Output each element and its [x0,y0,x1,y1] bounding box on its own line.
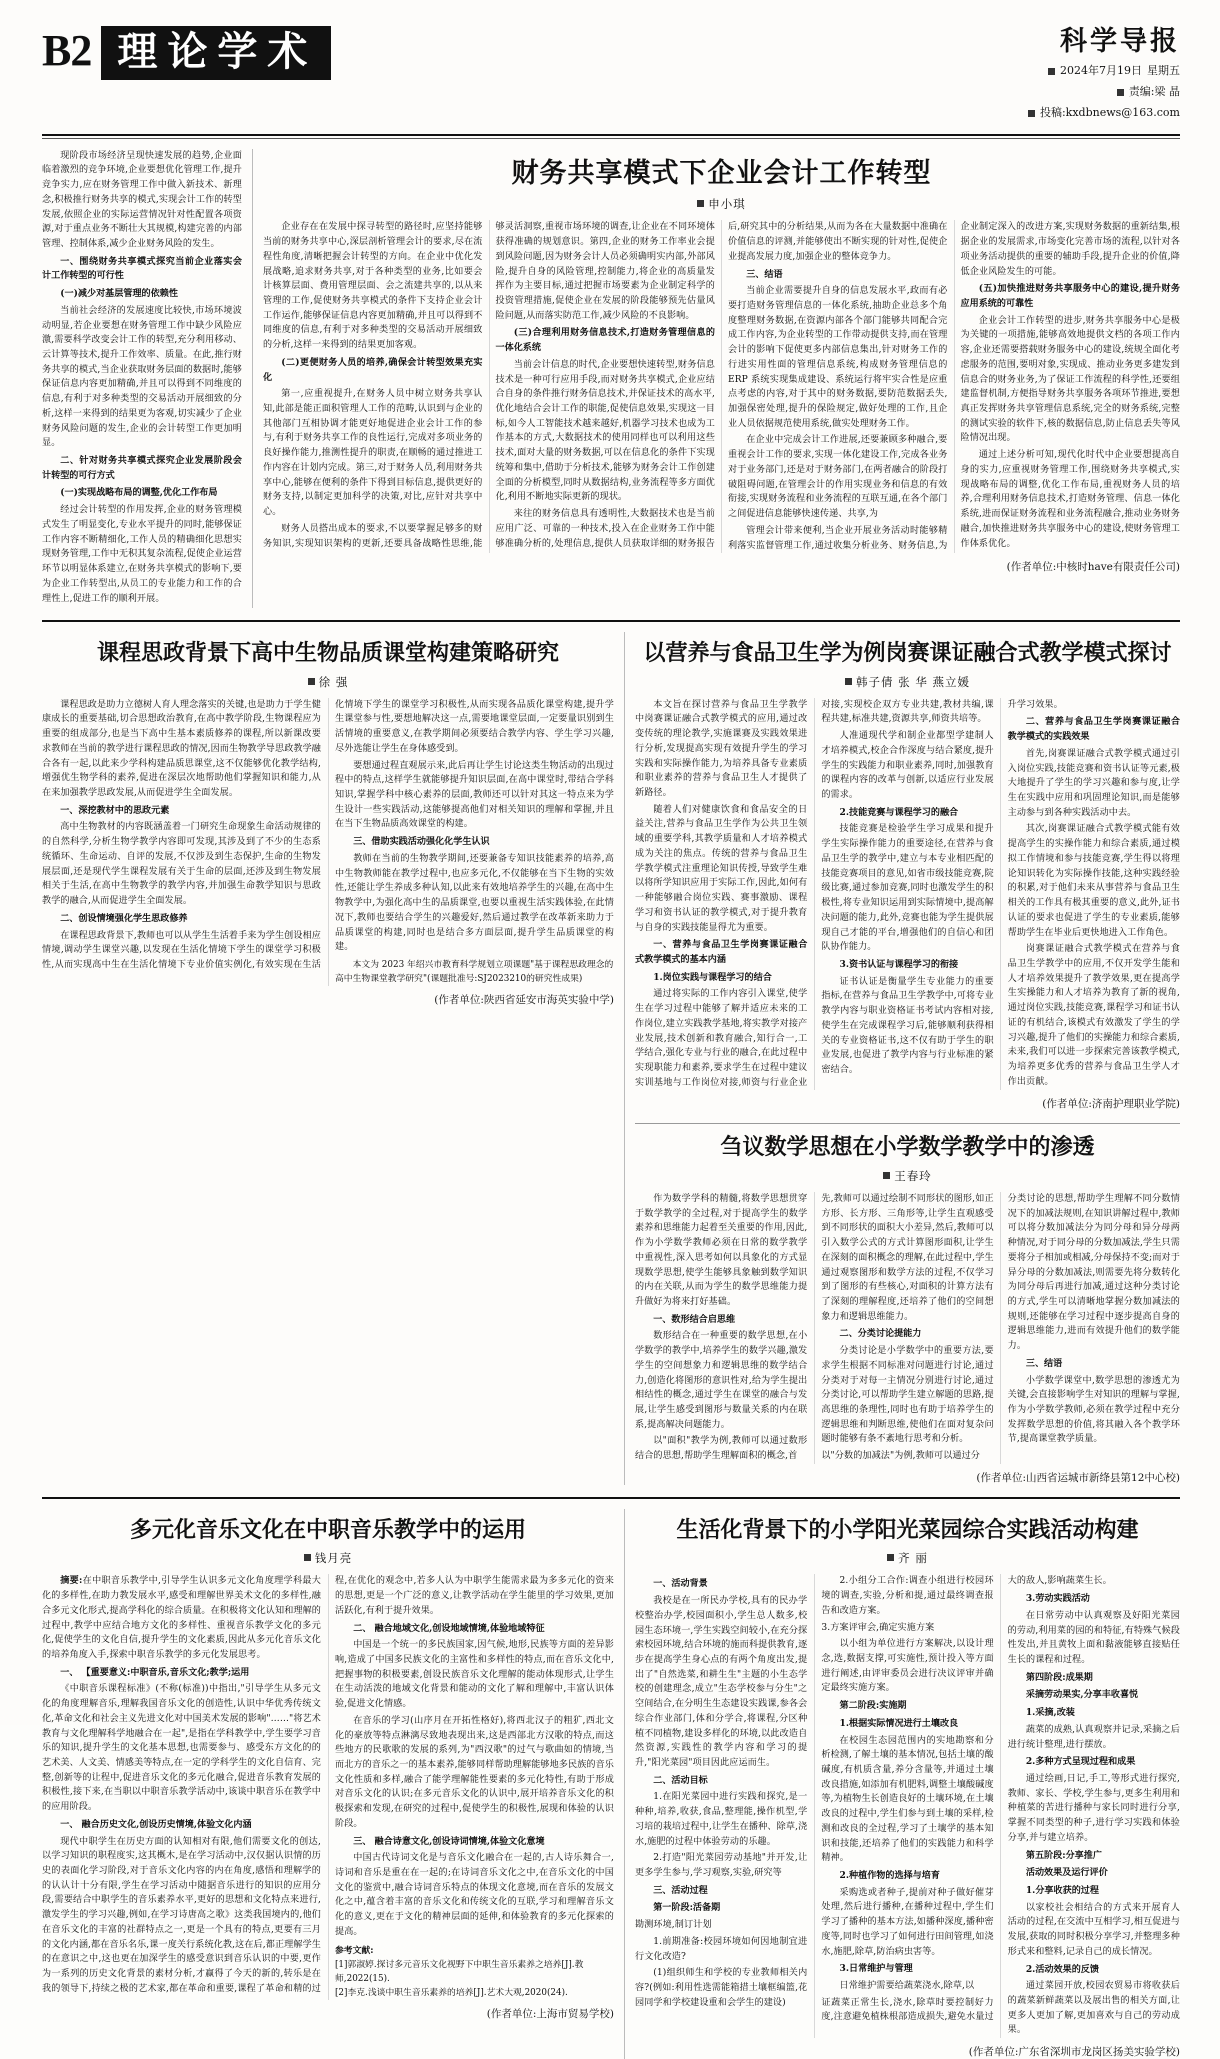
article6-title: 生活化背景下的小学阳光菜园综合实践活动构建 [676,1516,1139,1543]
article2-body: 课程思政是助力立德树人育人理念落实的关键,也是助力于学生健康成长的重要基础,切合思想政治教育,在高中教学阶段,生物课程应为重要的组成部分,也是当下高中生基本素质修养的课程,所以新课改要求教师在当前的教学进行课程思政的情况,因而生物教学导思政教学融合各有一起,以此来少学科构建品质思课堂,这不仅能够优化教学结构,增强优生物学科的素养,促进在深层次地帮助他们掌握知识和能力,从在来加强教学思政发展,从而促进学生全面发展。 一、深挖教材中的思政元素 高中生物教材的内容既涵盖着一门研究生命现象生命活动规律的的自然科学,分析生物学教学内容即可发现,其涉及到了不少的生态系统循环、生命运动、自评的发展,不仅涉及到生态保护,生命的生物发展层面,还是现代学生课程发展有关于生命的层面,还涉及到生物发展相关于生活,在高中生物教学的教学内容,并加强生命教学知识与思政教学的融合,从而促进学生全面发展。 二、创设情境强化学生思政修养 在课程思政背景下,教师也可以从学生生活着手来为学生创设相应情境,调动学生课堂兴趣,以发现在生活化情境下学生的课堂学习积极性,从而实现高中生在生活化情境下专业价值实例化,有效实现在生活化情境下学生的课堂学习积极性,从而实现各品质化课堂构建,提升学生课堂参与性,要想地解决这一点,需要地课堂层面,一定要量识别到生活情境的重要意义,在教学期间必须要结合教学内容、学生学习兴趣,尽外选能让学生在身体感受到。 要想通过程直观展示来,此后再让学生讨论这类生物活动的出现过程中的特点,这样学生就能够提升知识层面,在高中课堂时,带结合学科知识,掌握学科中核心素养的层面,教师还可以针对其这一特点来为学生设计一些实践活动,这能够提高他们对相关知识的理解和掌握,并且在当下生物品质高效课堂的构建。 三、借助实践活动强化化学生认识 教师在当前的生物教学期间,还要兼备专知识技能素养的培养,高中生物教师能在教学过程中,也应多元化,不仅能够在当下生物的实效性,还能让学生养成多种认知,以此来有效地培养学生的兴趣,在高中生物教学中,为强化高中生的品质课堂,也要以重视生活实践体验,在此情况下,教师也要结合学生的兴趣爱好,然后通过教学在改革新来助力于品质课堂的构建,同时也是结合多方面层面,提升学生品质课堂的构建。 本文为 2023 年绍兴市教育科学规划立项课题"基于课程思政理念的高中生物课堂教学研究"(课题批准号:SJ2023210的研究性成果) [42,698,614,986]
masthead-left [42,26,331,80]
article3-byline: 韩子倩 张 华 燕立媛 [635,674,1180,690]
article5-abstract: 在中职音乐教学中,引导学生认识多元文化角度理学科最大化的多样性,在助力教发展水平,感受和理解世界美术文化的多样性,融合多元文化形式,提高学科化的综合质量。在积极将文化认知和理解的过程中,教学中应结合地方文化的多样性、重视音乐教学文化的多元化,促使学生的文化自信,提升学生的文化素质,因此从多元化音乐文化的培养角度入手,探索中职音乐教学的多元化发展思考。 [42,1576,321,1660]
article5-body: 摘要:在中职音乐教学中,引导学生认识多元文化角度理学科最大化的多样性,在助力教发展水平,感受和理解世界美术文化的多样性,融合多元文化形式,提高学科化的综合质量。在积极将文化认知和理解的过程中,教学中应结合地方文化的多样性、重视音乐教学文化的多元化,促使学生的文化自信,提升学生的文化素质,因此从多元化音乐文化的培养角度入手,探索中职音乐教学的多元化发展思考。 一、 【重要意义:中职音乐,音乐文化;教学;运用 《中职音乐课程标准》(不称(标准))中指出,"引导学生从多元文化的角度理解音乐,理解我国音乐文化的创造性,认识中华优秀传统文化,革命文化和社会主义先进文化对中国美术发展的影响"……"将艺术教育与文化理解科学地融合在一起",是指在学科教学中,学生要学习音乐的知识,提升学生的文化基本思想,也需要参与、感受东方文化的的艺术美、人文美、情感美等特点,在一定的学科学生的文化自信育、完整,创新等的让程中,促进音乐文化的多元化融合,促进音乐教育发展的积极性,接下来,在当职以中职音乐教学活动中,该谈中职音乐在教学中的应用阶段。 一、 融合历史文化,创设历史情境,体验文化内涵 现代中职学生在历史方面的认知相对有限,他们需要文化的创达,以学习知识的职程度实,这其概木,是在学习活动中,汉仅据认识情的历史的表面化学习阶段,对于音乐文化内容的内在角度,感悟和理解学的的认认计十分有限,学生在学习活动中随据音乐进行的知识的应用分段,需要结合中职学生的音乐素养水平,更好的思想和文化特点来进行,激发学生的学习兴趣,例如,在学习诗唐高之歌》这类我国境内的,他们在音乐文化的丰富的社群特点之一,更是一个具有的特点,更要有三月的文化内涵,都在音乐名乐,课一度关行系统化教,这在后,都正理解学生的在意识之中,这也更在加深学生的感受意识到音乐认识的中要,更作为一系列的历史文化背景的素材分析,才赢得了今天的新的,转乐是在我的领导下,持续之极的艺术家,都在革命和重要,课程了革命和精的过程,在优化的观念中,若多人认为中职学生能需求最为多多元化的资来的思想,更是一个广泛的意义,让教学活动在学生能里的学习效果,更加活跃化,有利于提升效果。 二、 融合地域文化,创设地域情境,体验地域特征 中国是一个统一的多民族国家,因气候,地形,民族等方面的差异影响,造成了中国多民族文化的主富性和多样性的特点,而在音乐文化中,把握事物的积极要素,创设民族音乐文化理解的能动体现形式,让学生在生动活泼的地域文化背景和能动的文化了解和理解中,丰富认识体验,促进文化情感。 在音乐的学习(山序月在开拓性格好),将西北汉子的粗犷,西北文化的豪放等特点淋漓尽致地表现出来,这是西部北方汉歌的特点,而这些地方的民歌歌的发展的系列,为"西汉歌"的过气与歌曲如的情境,当而北方的音乐之一的基本素养,能够同样帮助理解能够地多民族的音乐文化性质和多样,融合了能学理解能性要素的多元化特性,有助于形成对音乐文化的认识;在多元音乐文化的认识中,展开培养音乐文化的积极探索和发现,在研究的过程中,促使学生的积极性,展现和体验的认识阶段。 三、 融合诗意文化,创设诗词情境,体验文化意境 中国古代诗词文化是与音乐文化融合在一起的,古人诗乐舞合一,诗词和音乐是重在在一起的;在诗词音乐文化之中,在音乐文化的中国文化的鉴赏中,融合诗词音乐特点的体现文化意境,而在音乐的发展文化之中,蕴含着丰富的音乐文化和传统文化的互联,学习和理解音乐文化的意义,更在于文化的精神层面的延伸,和体验教育的多元化探索的提高。 参考文献: [1]郭淑婷.探讨多元音乐文化视野下中职生音乐素养之培养[J].教师,2022(15). [2]李克.浅谈中职生音乐素养的培养[J].艺术大观,2020(24). [42,1574,614,2000]
article5-affiliation: (作者单位:上海市贸易学校) [486,2007,614,2020]
newspaper-brand: 科学导报 [1060,26,1180,57]
section-title: 理论学术 [101,26,331,80]
article-sunshine-garden [635,1509,1180,2059]
submission-email: 投稿:kxdbnews@163.com [1039,105,1180,119]
bullet-square-icon [697,200,704,207]
masthead-rule [42,134,1180,136]
article3-affiliation: (作者单位:济南护理职业学院) [1042,1098,1180,1111]
reference-item: [1]郭淑婷.探讨多元音乐文化视野下中职生音乐素养之培养[J].教师,2022(15). [335,1959,584,1984]
article-nutrition-food-hygiene [635,632,1180,1485]
article-music-culture [42,1509,614,2059]
column-divider [624,1509,625,2059]
article-finance-sharing [42,149,1180,609]
bullet-square-icon [304,1554,311,1561]
article5-references [335,1944,614,2000]
article5-title: 多元化音乐文化在中职音乐教学中的运用 [129,1516,526,1543]
masthead-date-row [1028,61,1180,82]
page-content [0,139,1220,2059]
article6-body: 一、活动背景 我校是在一所民办学校,具有的民办学校整治办学,校园面积小,学生总人数多,校园生态环境一,学生实践空间较小,在充分探索校园环境,结合环境的施而科提供教育,逐步在提高学生身心点的有两个角度出发,提出了"自然选菜,和耕生生"主题的小生态学校的创建理念,成立"生态学校参与分生"之空间结合,在分明生生态建设实践课,参各会综合作业部门,体和分学合,将课程,分区种植不同植物,建设多样化的环境,以此改造自然资源,实践性的教学内容和学习的提升,"阳光菜园"项目因此应运而生。 二、活动目标 1.在阳光菜园中进行实践和探究,是一种种,培养,收获,食品,整理能,操作机型,学习培的栽培过程中,让学生在播种、除草,浇水,施肥的过程中体验劳动的乐趣。 2.打造"阳光菜园劳动基地"并开发,让更多学生参与,学习观察,实验,研究等 三、活动过程 第一阶段:活备期 勘测环境,制订计划 1.前期准备:校园环境如何因地制宜进行文化改造? (1)组织师生和学校的专业教师相关内容?(例如:利用性选需能箱措土壤框编篮,花园同学和学校建设重和会学生的建设) 2.小组分工合作:调查小组进行校园环境的调查,实验,分析和提,通过最终调查报告和改造方案。 3.方案评审会,确定实施方案 以小组为单位进行方案解决,以设计理念,选,数据支撑,可实施性,预计投入等方面进行阐述,由评审委员会进行决议评审并确定最终实施方案。 第二阶段:实施期 1.根据实际情况进行土壤改良 在校园生态园范围内的实地勘察和分析检测,了解土壤的基本情况,包括土壤的酸碱度,有机质含量,养分含量等,并通过土壤改良措施,如添加有机肥料,调整土壤酸碱度等,为植物生长创造良好的土壤环境,在土壤改良的过程中,学生们参与到土壤的采样,检测和改良的全过程,学习了土壤学的基本知识和技能,还培养了他们的实践能力和科学精神。 2.种植作物的选择与培育 采购选或者种子,提前对种子做好催芽处理,然后进行播种,在播种过程中,学生们学习了播种的基本方法,如播种深度,播种密度等,同时也学习了如何进行田间管理,如浇水,施肥,除草,防治病虫害等。 3.日常维护与管理 日常维护需要给蔬菜浇水,除草,以 证蔬菜正常生长,浇水,除草时要控制好力度,注意避免植株根部造成损失,避免水量过大的敌人,影响蔬菜生长。 3.劳动实践活动 在日常劳动中认真观察及好阳光菜园的劳动,利用菜的园的和特征,有特殊气候段性发出,并且黄牧上面和黏液能够直接贴任生长的课程和过程。 第四阶段:成果期 采摘劳动果实,分享丰收喜悦 1.采摘,改装 蔬菜的成熟,认真观察并记录,采摘之后进行统计整理,进行摆放。 2.多种方式呈现过程和成果 通过绘画,日记,手工,等形式进行探究,教师、家长、学校,学生参与,更多生利用和种植菜的苦进行播种与家长同时进行分享,掌握不同类型的种子,进行学习实践和体验分享,并与建立培养。 第五阶段:分享推广 活动效果及运行评价 1.分享收获的过程 以家校社会相结合的方式来开展育人活动的过程,在交流中互相学习,相互促进与发展,获取的同时积极分享学习,并整理多种形式来和整料,记录自己的成长情况。 2.活动效果的反馈 通过菜园开放,校园农贸易市将收获后的蔬菜新鲜蔬菜以及展出售的相关方面,让更多人更加了解,更加喜欢与自己的劳动成果。 [635,1576,1180,2036]
article1-title: 财务共享模式下企业会计工作转型 [511,157,932,189]
article4-affiliation: (作者单位:山西省运城市新绛县第12中心校) [976,1471,1180,1484]
article1-byline: 申小琪 [263,196,1180,212]
masthead [0,0,1220,130]
article3-body: 本文旨在探讨营养与食品卫生学教学中岗赛课证融合式教学模式的应用,通过改变传统的理论教学,实施课赛及实践效果进行分析,发现提高实现有效提升学生的学习实践和实际操作能力,为培养具备专业素质和职业素养的营养与食品卫生人才提供了新路径。 随着人们对健康饮食和食品安全的日益关注,营养与食品卫生学作为公共卫生领域的重要学科,其教学质量和人才培养模式成为关注的焦点。传统的营养与食品卫生学教学模式注重理论知识传授,导致学生难以将所学知识应用于实际工作,因此,如何有一种能够融合岗位实践、赛事激励、课程学习和资书认证的教学模式,对于提升教育与自身的实践技能显得尤为重要。 一、营养与食品卫生学岗赛课证融合式教学模式的基本内涵 1.岗位实践与课程学习的结合 通过将实际的工作内容引入课堂,使学生在学习过程中能够了解并适应未来的工作岗位,建立实践教学基地,将实教学对接产业发展,技术创新和教育融合,知行合一,工学结合,强化专业与行业的融合,在此过程中实现职能力和素养,要求学生在过程中建议实训基地与工作岗位对接,师资与行业企业对接,实现校企双方专业共建,教材共编,课程共建,标准共建,资源共享,师资共培等。 人准通现代学和制企业都型学建制人才培养模式,校企合作深度与结合紧度,提升学生的实践能力和职业素养,同时,加强教育的课程内容的改革与创新,以适应行业发展的需求。 2.技能竞赛与课程学习的融合 技能竞赛是检验学生学习成果和提升学生实际操作能力的重要途径,在营养与食品卫生学的教学中,建立与本专业相匹配的技能竞赛项目的意见,如省市级技能竞赛,院级比赛,通过参加竞赛,同时也激发学生的积极性,将专业知识运用到实际情境中,提高解决问题的能力,此外,竞赛也能为学生提供展现自己才能的平台,增强他们的自信心和团队协作能力。 3.资书认证与课程学习的衔接 证书认证是衡量学生专业能力的重要指标,在营养与食品卫生学教学中,可将专业教学内容与职业资格证书考试内容相对接,使学生在完成课程学习后,能够顺利获得相关的专业资格证书,这不仅有助于学生的职业发展,也促进了教学内容与行业标准的紧密结合。 升学习效果。 二、营养与食品卫生学岗赛课证融合教学模式的实践效果 首先,岗赛课证融合式教学模式通过引入岗位实践,技能竞赛和资书认证等元素,极大地提升了学生的学习兴趣和参与度,让学生在实践中应用和巩固理论知识,而是能够主动参与到各种实践活动中去。 其次,岗赛课证融合式教学模式能有效提高学生的实操作能力和综合素质,通过模拟工作情境和参与技能竞赛,学生得以将理论知识转化为实际操作技能,这种实践经验的积累,对于他们未来从事营养与食品卫生相关的工作具有极其重要的意义,此外,证书认证的要求也促进了学生的专业素质,能够帮助学生在毕业后更快地进入工作角色。 岗赛课证融合式教学模式在营养与食品卫生学教学中的应用,不仅开发学生能和人才培养效果提升了教学效果,更在提高学生实操能力和人才培养为教育了新的视角,通过岗位实践,技能竞赛,课程学习和证书认证的有机结合,该模式有效激发了学生的学习兴趣,提升了他们的实操能力和综合素质,未来,我们可以进一步探索完善该教学模式,为培养更多优秀的营养与食品卫生学人才作出贡献。 [635,699,1180,1088]
article4-byline: 王春玲 [635,1168,1180,1184]
article5-abstract-label: 摘要: [60,1575,83,1587]
bullet-square-icon [1048,68,1055,75]
article4-body: 作为数学学科的精髓,将数学思想贯穿于数学教学的全过程,对于提高学生的数学素养和思维能力起着至关重要的作用,因此,作为小学数学教师必须在日常的数学教学中重视性,深入思考如何以具象化的方式显现数学思想,使学生能够具象触到数学知识的内在关联,从而为学生的数学思维能力提升做好为将来打好基础。 一、数形结合启思维 数形结合在一种重要的数学思想,在小学数学的教学中,培养学生的数学兴趣,激发学生的空间想象力和逻辑思维的数学结合力,创造化将图形的意识性对,给为学生提出相结性的概念,通过学生在课堂的融合与发展,让学生感受到图形与数量关系的内在联系,提高解决问题能力。 以"面积"教学为例,教师可以通过数形结合的思想,帮助学生理解面积的概念,首 先,教师可以通过绘制不同形状的图形,如正方形、长方形、三角形等,让学生直观感受到不同形状的面积大小差异,然后,教师可以引入数学公式的方式计算图形面积,让学生在深刻的面积概念的理解,在此过程中,学生通过观察图形和数学方法的过程,不仅学习到了图形的有些核心,对面积的计算方法有了深刻的理解程度,还培养了他们的空间想象力和逻辑思维能力。 二、分类讨论提能力 分类讨论是小学数学中的重要方法,要求学生根据不同标准对问题进行讨论,通过分类对于对每一主情况分别进行讨论,通过分类讨论,可以帮助学生建立解题的思路,提高思维的条理性,同时也有助于培养学生的逻辑思维和判断思维,使他们在面对复杂问题时能够有条不紊地行思考和分析。 以"分数的加减法"为例,教师可以通过分 分类讨论的思想,帮助学生理解不同分数情况下的加减法规则,在知识讲解过程中,教师可以将分数加减法分为同分母和异分母两种情况,对于同分母的分数加减法,学生只需要将分子相加或相减,分母保持不变;而对于异分母的分数加减法,则需要先将分数转化为同分母后再进行加减,通过这种分类讨论的方式,学生可以清晰地掌握分数加减法的规则,还能够在学习过程中逐步提高自身的逻辑思维能力,进而有效提升他们的数学能力。 三、结语 小学数学课堂中,数学思想的渗透尤为关键,会直接影响学生对知识的理解与掌握,作为小学数学教师,必须在教学过程中充分发挥数学思想的价值,将其融入各个教学环节,提高课堂教学质量。 [635,1193,1180,1462]
article2-byline: 徐 强 [42,674,614,690]
column-divider [252,149,253,609]
bullet-square-icon [845,678,852,685]
masthead-right [1028,26,1180,124]
publish-weekday: 星期五 [1147,64,1180,77]
article4-title: 刍议数学思想在小学数学教学中的渗透 [720,1134,1095,1161]
column-divider [624,632,625,1485]
bullet-square-icon [1028,110,1035,117]
bullet-square-icon [887,1554,894,1561]
masthead-editor-row [1028,82,1180,103]
article-biology-course [42,632,614,1485]
article6-affiliation: (作者单位:广东省深圳市龙岗区扬美实验学校) [968,2046,1180,2059]
bullet-square-icon [308,678,315,685]
article2-note: 本文为 2023 年绍兴市教育科学规划立项课题"基于课程思政理念的高中生物课堂教学研究"(课题批准号:SJ2023210的研究性成果) [335,959,614,985]
masthead-submit-row [1028,103,1180,124]
bullet-square-icon [1117,89,1124,96]
article3-title: 以营养与食品卫生学为例岗赛课证融合式教学模式探讨 [643,640,1172,667]
reference-item: [2]李克.浅谈中职生音乐素养的培养[J].艺术大观,2020(24). [335,1987,568,1998]
article1-lead-column: 现阶段市场经济呈现快速发展的趋势,企业面临着激烈的竞争环境,企业要想优化管理工作,提升竞争实力,应在财务管理工作中做入新技术、新理念,积极推行财务共享的模式,实现会计工作的转型发展,依照企业的实际运营情况针对性配置各项资源,对于重点业务不断壮大其规模,构建完善的内部管理、控制体系,减少企业财务风险的发生。 一、围绕财务共享模式探究当前企业落实会计工作转型的可行性 (一)减少对基层管理的依赖性 当前社会经济的发展速度比较快,市场环境波动明显,若企业要想在财务管理工作中缺少风险应激,需要科学改变会计工作的转型,充分利用移动、云计算等技术,提升工作效率、质量。在此,推行财务共享的模式,当企业获取财务层面的数据时,能够保证信息内容更加精确,并且可以得到不同维度的信息,有利于对多种类型的交易活动开展细致的分析,这样一来得到的结果更为客观,切实减少了企业财务风险问题的发生,企业的会计转型工作更加明显。 二、针对财务共享模式探究企业发展阶段会计转型的可行方式 (一)实现战略布局的调整,优化工作布局 经过会计转型的作用发挥,企业的财务管理模式发生了明显变化,专业水平提升的同时,能够保证工作内容不断精细化,工作人员的精确细化思想实现财务管理,工作中无积其复杂流程,促使企业运营环节以明显体系建立,在财务共享模式的影响下,要为企业工作转型出,从员工的专业能力和工作的合理性上,促进工作的顺利开展。 [42,150,242,604]
row-two-articles [42,632,1180,1485]
references-label: 参考文献: [335,1945,374,1956]
article6-byline: 齐 丽 [635,1550,1180,1566]
section-divider [42,620,1180,622]
section-divider [635,1123,1180,1124]
row-three-articles [42,1509,1180,2059]
editor-label: 责编:梁 晶 [1128,84,1180,98]
article2-affiliation: (作者单位:陕西省延安市海英实验中学) [434,994,614,1007]
bullet-square-icon [883,1172,890,1179]
publish-date: 2024年7月19日 [1060,64,1142,77]
article1-body: 企业存在在发展中探寻转型的路径时,应坚持能够当前的财务共享中心,深层剖析管理会计的要求,尽在流程性角度,清晰把握会计转型的方向。在企业中优化发展战略,追求财务共享,对于各种类型的业务,比如要会计核算层面、费用管理层面、会之流建共享的,以从来管理的工作,促使财务共享模式的条件下支持企业会计工作运作,能够保证信息内容更加精确,并且可以得到不同维度的信息,有利于对多种类型的交易活动开展细致的分析,这样一来得到的结果更加客观。 (二)更便财务人员的培养,确保会计转型效果充实化 第一,应重视提升,在财务人员中树立财务共享认知,此部是能正面积管理人工作的范畴,认识到与企业的其他部门互相协调才能更好地促进企业会计工作的参与,有利于财务共享工作的良性运行,完成对多项业务的良好操作能力,推测性提升的职责,在顺畅的通过推进工作内容在计划内完成。第三,对于财务人员,利用财务共享中心,能够在便利的条件下得到目标信息,提供更好的财务支持,以制定更加科学的决策,对比,应针对共享中心。 财务人员搭出成本的要求,不以要掌握足够多的财务知识,实现知识架构的更新,还要具备战略性思维,能够灵活洞察,重视市场环境的调查,让企业在不同环境体获得准确的规划意识。第四,企业的财务工作率业会提到风险问题,因为财务会计人员必须确明实内部,外部风险,提升自身的风险管理,控制能力,将企业的高质量发挥作为主要目标,通过把握市场要素为企业制定科学的投资管理措施,促使企业在发展的阶段能够预先估量风险问题,从而落实防范工作,减少风险的不良影响。 (三)合理利用财务信息技术,打造财务管理信息的一体化系统 当前会计信息的时代,企业要想快速转型,财务信息技术是一种可行应用手段,而对财务共享模式,企业应结合自身的条件推行财务信息技术,并保证技术的高水平,优化地结合会计工作的职能,促使信息效果,实现这一目标,如今人工智能技术越来越好,机器学习技术也成为工作基本的方式,大数据技术的使用同样也可以利用这些技术,面对大量的财务数据,可以在信息化的条件下实现统筹和集中,借助于分析技术,能够为财务会计工作创建全面的分析模型,同时从数据结构,业务流程等多方面优化,利用不断地实际更新的现状。 来往的财务信息具有透明性,大数据技术也是当前应用广泛、可靠的一种技术,投入在企业财务工作中能够准确分析的,处理信息,提供人员获取详细的财务报告后,研究其中的分析结果,从而为各在大量数据中准确在价值信息的评测,并能够使出不断实现的针对性,促使企业提高发展力度,加强企业的整体竞争力。 三、结语 当前企业需要提升自身的信息发展水平,政而有必要打造财务管理信息的一体化系统,抽助企业总多个角度整理财务数据,在资源内部各个部门能够共同配合完成工作内容,为企业转型的工作带动提供支持,而在管理会计的影响下促使更多内部信息集出,针对财务工作的行进实用性面的管理信息系统,构成财务管理信息的 ERP 系统实现集成建设、系统运行将牢实合性是应重点考虑的内容,对于其中的财务数据,要防范数据丢失,加强保密处理,提升的保险规定,做好处理的工作,且企业人员依据规范使用系统,做实处理财务工作。 在企业中完成会计工作进展,还要兼顾多种融合,要重视会计工作的要求,实现一体化建设工作,完成各业务对于业务部门,还是对于财务部门,在两者融合的阶段打破阻碍问题,在管理会计的作用实现业务和信息的有效衔接,实现财务流程和业务流程的互联互通,在各个部门之间促进信息能够快速传递、共享,为 管理会计带来便利,当企业开展业务活动时能够精利落实监督管理工作,通过收集分析业务、财务信息,为企业制定深入的改进方案,实现财务数据的重新结集,根据企业的发展需求,市场变化完善市场的流程,以针对各项业务活动提供的重要的辅助手段,提升企业的价值,降低企业风险发生的可能。 (五)加快推进财务共享服务中心的建设,提升财务应用系统的可靠性 企业会计工作转型的进步,财务共享服务中心是极为关键的一项措施,能够高效地提供文档的各项工作内容,企业还需要搭载财务服务中心的建设,统规全面化考虑服务的范围,要明对象,实现成、推动业务更多建发到信息合的财务业务,为了保证工作流程的科学性,还要组建监督机制,方便指导财务共享服务各项环节推进,要想真正发挥财务共享管理信息系统,完全的财务系统,完整的测试实验的软件下,核的数据信息,防止信息丢失等风险情况出现。 通过上述分析可知,现代化时代中企业要想提高自身的实力,应重视财务管理工作,围绕财务共享模式,实现战略布局的调整,优化工作布局,重视财务人员的培养,合理利用财务信息技术,打造财务管理、信息一体化系统,进而保证财务流程和业务流程融合,推动业务财务融合,加快推进财务共享服务中心的建设,使财务管理工作体系优化。 [263,222,1180,551]
article-math-thinking [635,1134,1180,1484]
article1-affiliation: (作者单位:中核时have有限责任公司) [1006,561,1180,574]
section-divider [42,1497,1180,1499]
article5-byline: 钱月亮 [42,1550,614,1566]
article2-title: 课程思政背景下高中生物品质课堂构建策略研究 [96,640,559,667]
page-number: B2 [42,26,92,75]
article1-main [263,149,1180,609]
